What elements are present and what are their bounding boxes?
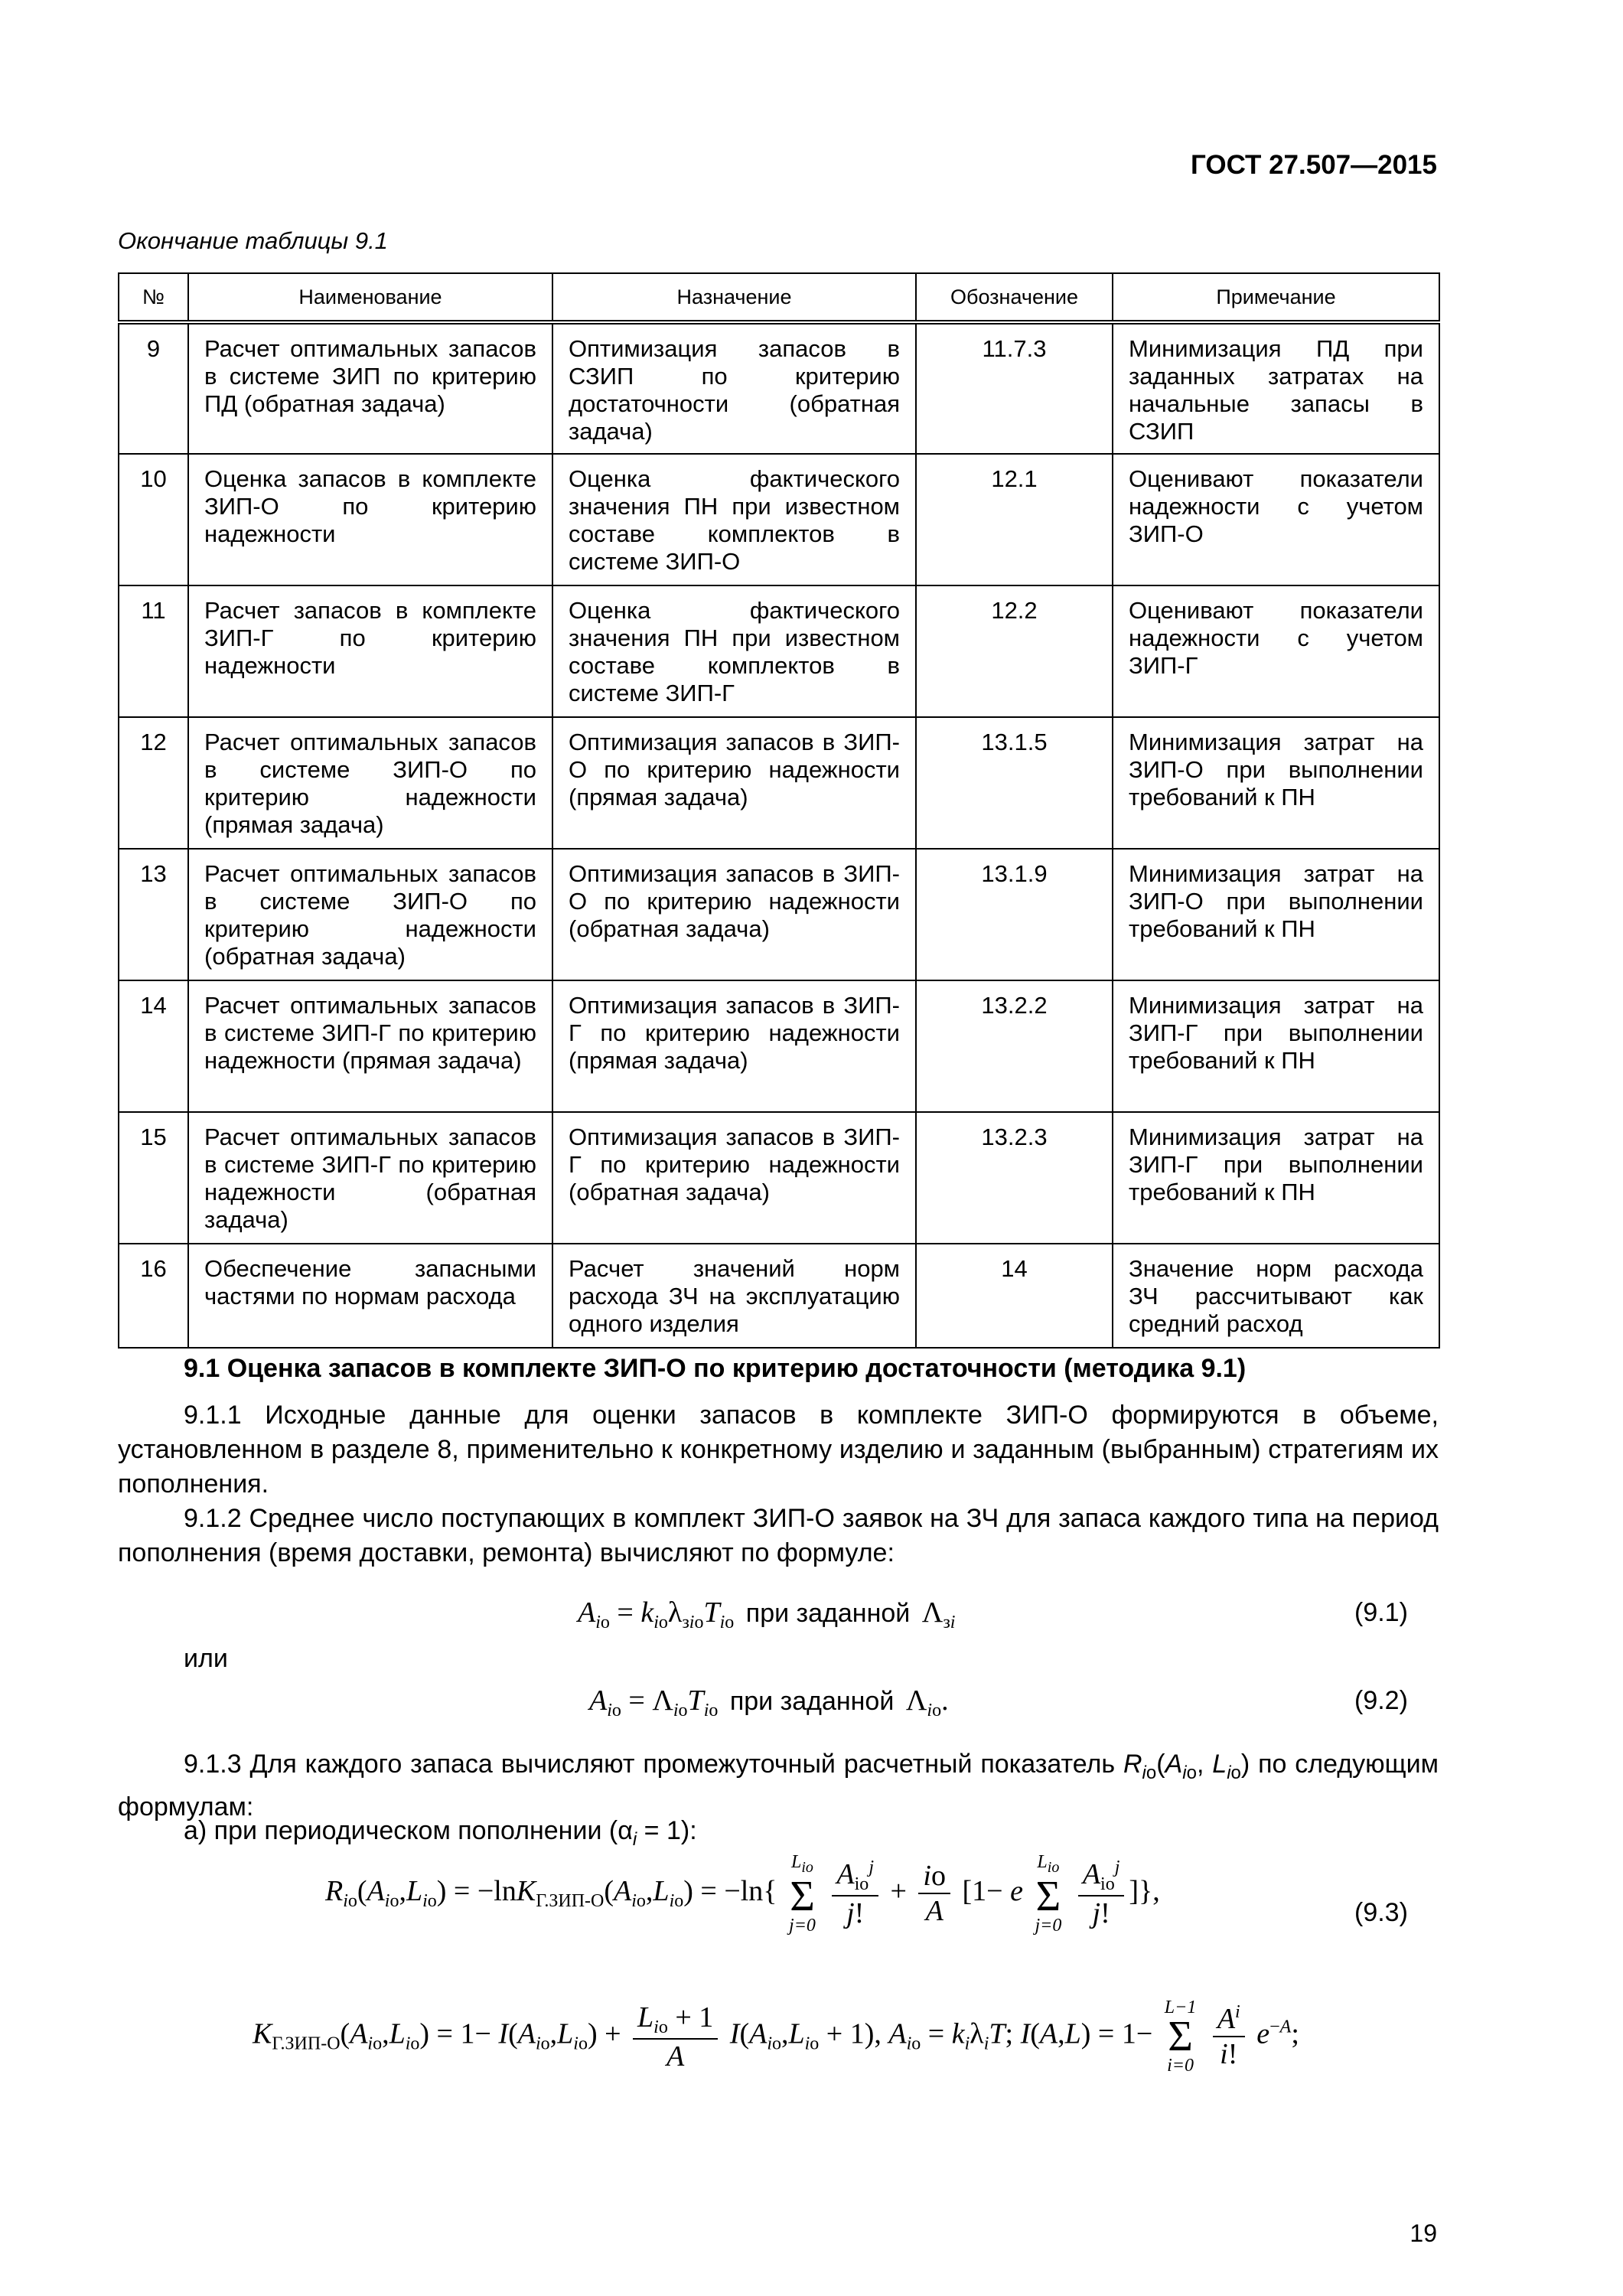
cell-purpose: Оптимизация запасов в ЗИП-Г по критерию надежности (прямая задача) bbox=[552, 980, 916, 1112]
kg-label: Г.ЗИП-О bbox=[536, 1891, 605, 1912]
col-header-name: Наименование bbox=[188, 273, 552, 322]
sum-sign: $L_{io}$ Σ j=0 bbox=[789, 1852, 816, 1936]
fraction: $\frac{io}{A}$ bbox=[918, 1859, 950, 1928]
cell-name: Расчет запасов в комплекте ЗИП-Г по критерию надежности bbox=[188, 585, 552, 717]
col-header-note: Примечание bbox=[1113, 273, 1439, 322]
table-row bbox=[119, 454, 1439, 585]
fraction: $\frac{A^i}{i!}$ bbox=[1213, 2002, 1245, 2071]
cell-note: Минимизация затрат на ЗИП-О при выполнении требований к ПН bbox=[1113, 717, 1439, 849]
col-header-purpose: Назначение bbox=[552, 273, 916, 322]
cell-designation: 12.1 bbox=[916, 454, 1113, 585]
cell-designation: 13.1.5 bbox=[916, 717, 1113, 849]
or-text: или bbox=[184, 1644, 228, 1673]
table-row bbox=[119, 322, 1439, 454]
table-9-1 bbox=[118, 272, 1440, 1349]
cell-note: Минимизация затрат на ЗИП-Г при выполнении требований к ПН bbox=[1113, 1112, 1439, 1244]
table-row bbox=[119, 849, 1439, 980]
item-a-post: = 1): bbox=[644, 1816, 697, 1845]
cell-note: Минимизация затрат на ЗИП-О при выполнении требований к ПН bbox=[1113, 849, 1439, 980]
formula-9-1: $A_{iо} = k_{iо}\lambda_{зiо}T_{iо}$ при заданной $\Lambda_{зi}$ bbox=[578, 1596, 956, 1632]
cell-purpose: Оценка фактического значения ПН при известном составе комплектов в системе ЗИП-О bbox=[552, 454, 916, 585]
cell-note: Минимизация ПД при заданных затратах на начальные запасы в СЗИП bbox=[1113, 322, 1439, 454]
col-header-num: № bbox=[119, 273, 188, 322]
cell-name: Обеспечение запасными частями по нормам расхода bbox=[188, 1244, 552, 1348]
paragraph-9-1-2: 9.1.2 Среднее число поступающих в комплект ЗИП-О заявок на ЗЧ для запаса каждого типа на период пополнения (время доставки, ремонта) вычисляют по формуле: bbox=[118, 1504, 1439, 1567]
table-row bbox=[119, 1244, 1439, 1348]
sum-sign: $L_{io}$ Σ j=0 bbox=[1035, 1852, 1062, 1936]
cell-num: 16 bbox=[119, 1244, 188, 1348]
cell-purpose: Оптимизация запасов в СЗИП по критерию достаточности (обратная задача) bbox=[552, 322, 916, 454]
cell-num: 10 bbox=[119, 454, 188, 585]
cell-designation: 11.7.3 bbox=[916, 322, 1113, 454]
page-number: 19 bbox=[1410, 2219, 1437, 2247]
formula-kg: $K_{Г.ЗИП-О}(A_{io},L_{io}) = 1- I(A_{io},L_{io})$ + $\frac{L_{io} + 1}{A}$ $I(A_{io},L_{io} + 1)$, $A_{io} = k_i\lambda_iT$; I(A,L) = 1− L−1 Σ i=0 $\frac{A^i}{i!}$ $e^{-A}$; bbox=[253, 1998, 1299, 2076]
fraction: $\frac{A_{io}^j}{j!}$ bbox=[832, 1857, 878, 1930]
table-row bbox=[119, 585, 1439, 717]
table-caption: Окончание таблицы 9.1 bbox=[118, 227, 388, 254]
cell-note: Минимизация затрат на ЗИП-Г при выполнении требований к ПН bbox=[1113, 980, 1439, 1112]
table-row bbox=[119, 1112, 1439, 1244]
paragraph-9-1-3-post: по следующим формулам: bbox=[118, 1750, 1439, 1821]
cell-purpose: Оптимизация запасов в ЗИП-О по критерию надежности (обратная задача) bbox=[552, 849, 916, 980]
formula-9-2: $A_{iо} = \Lambda_{iо}T_{iо}$ при заданной $\Lambda_{iо}$. bbox=[589, 1684, 949, 1720]
cell-name: Расчет оптимальных запасов в системе ЗИП-Г по критерию надежности (прямая задача) bbox=[188, 980, 552, 1112]
cell-name: Расчет оптимальных запасов в системе ЗИП-О по критерию надежности (прямая задача) bbox=[188, 717, 552, 849]
cell-designation: 12.2 bbox=[916, 585, 1113, 717]
formula-9-3-number: (9.3) bbox=[1354, 1898, 1408, 1927]
formula-9-1-text: при заданной bbox=[745, 1599, 911, 1628]
formula-9-3: $R_{io}(A_{io},L_{io}) = -\ln K_{Г.ЗИП-О}(A_{io},L_{io}) = -\ln${ $L_{io}$ Σ j=0 $\frac{A_{io}^j}{j!}$ + $\frac{io}{A}$ [1− e $L_{io}$ Σ j=0 $\frac{A_{io}^j}{j!}$ ]}, bbox=[325, 1852, 1160, 1936]
cell-purpose: Оптимизация запасов в ЗИП-Г по критерию надежности (обратная задача) bbox=[552, 1112, 916, 1244]
fraction: $\frac{A_{io}^j}{j!}$ bbox=[1078, 1857, 1125, 1930]
item-a-pre: а) при периодическом пополнении ( bbox=[184, 1816, 618, 1845]
cell-num: 14 bbox=[119, 980, 188, 1112]
cell-num: 15 bbox=[119, 1112, 188, 1244]
paragraph-9-1-1: 9.1.1 Исходные данные для оценки запасов в комплекте ЗИП-О формируются в объеме, установленном в разделе 8, применительно к конкретному изделию и заданным (выбранным) стратегиям их пополнения. bbox=[118, 1401, 1439, 1499]
cell-note: Значение норм расхода ЗЧ рассчитывают как средний расход bbox=[1113, 1244, 1439, 1348]
section-title: 9.1 Оценка запасов в комплекте ЗИП-О по критерию достаточности (методика 9.1) bbox=[184, 1354, 1247, 1383]
cell-num: 9 bbox=[119, 322, 188, 454]
cell-designation: 13.2.3 bbox=[916, 1112, 1113, 1244]
cell-num: 12 bbox=[119, 717, 188, 849]
kg-label-2: Г.ЗИП-О bbox=[272, 2033, 341, 2054]
cell-name: Расчет оптимальных запасов в системе ЗИП-Г по критерию надежности (обратная задача) bbox=[188, 1112, 552, 1244]
table-row bbox=[119, 980, 1439, 1112]
col-header-designation: Обозначение bbox=[916, 273, 1113, 322]
item-a: а) при периодическом пополнении $(\alpha_i = 1)$: bbox=[184, 1816, 697, 1850]
cell-designation: 13.1.9 bbox=[916, 849, 1113, 980]
cell-name: Оценка запасов в комплекте ЗИП-О по критерию надежности bbox=[188, 454, 552, 585]
table-header-row bbox=[119, 273, 1439, 322]
cell-note: Оценивают показатели надежности с учетом ЗИП-О bbox=[1113, 454, 1439, 585]
table-row bbox=[119, 717, 1439, 849]
cell-purpose: Оценка фактического значения ПН при известном составе комплектов в системе ЗИП-Г bbox=[552, 585, 916, 717]
paragraph-9-1-3-pre: 9.1.3 Для каждого запаса вычисляют промежуточный расчетный показатель bbox=[184, 1750, 1116, 1779]
cell-purpose: Оптимизация запасов в ЗИП-О по критерию надежности (прямая задача) bbox=[552, 717, 916, 849]
sum-sign: L−1 Σ i=0 bbox=[1164, 1998, 1197, 2076]
cell-designation: 14 bbox=[916, 1244, 1113, 1348]
cell-num: 11 bbox=[119, 585, 188, 717]
formula-9-1-number: (9.1) bbox=[1354, 1598, 1408, 1627]
paragraph-9-1-3: 9.1.3 Для каждого запаса вычисляют промежуточный расчетный показатель $R_{io}(A_{io}$, $L_{io}$) по следующим формулам: bbox=[118, 1750, 1439, 1821]
cell-name: Расчет оптимальных запасов в системе ЗИП по критерию ПД (обратная задача) bbox=[188, 322, 552, 454]
formula-9-2-text: при заданной bbox=[729, 1687, 895, 1716]
fraction: $\frac{L_{io} + 1}{A}$ bbox=[633, 2001, 718, 2073]
standard-code: ГОСТ 27.507—2015 bbox=[1190, 150, 1437, 180]
cell-note: Оценивают показатели надежности с учетом ЗИП-Г bbox=[1113, 585, 1439, 717]
cell-num: 13 bbox=[119, 849, 188, 980]
formula-9-2-number: (9.2) bbox=[1354, 1686, 1408, 1715]
cell-name: Расчет оптимальных запасов в системе ЗИП-О по критерию надежности (обратная задача) bbox=[188, 849, 552, 980]
cell-purpose: Расчет значений норм расхода ЗЧ на эксплуатацию одного изделия bbox=[552, 1244, 916, 1348]
cell-designation: 13.2.2 bbox=[916, 980, 1113, 1112]
